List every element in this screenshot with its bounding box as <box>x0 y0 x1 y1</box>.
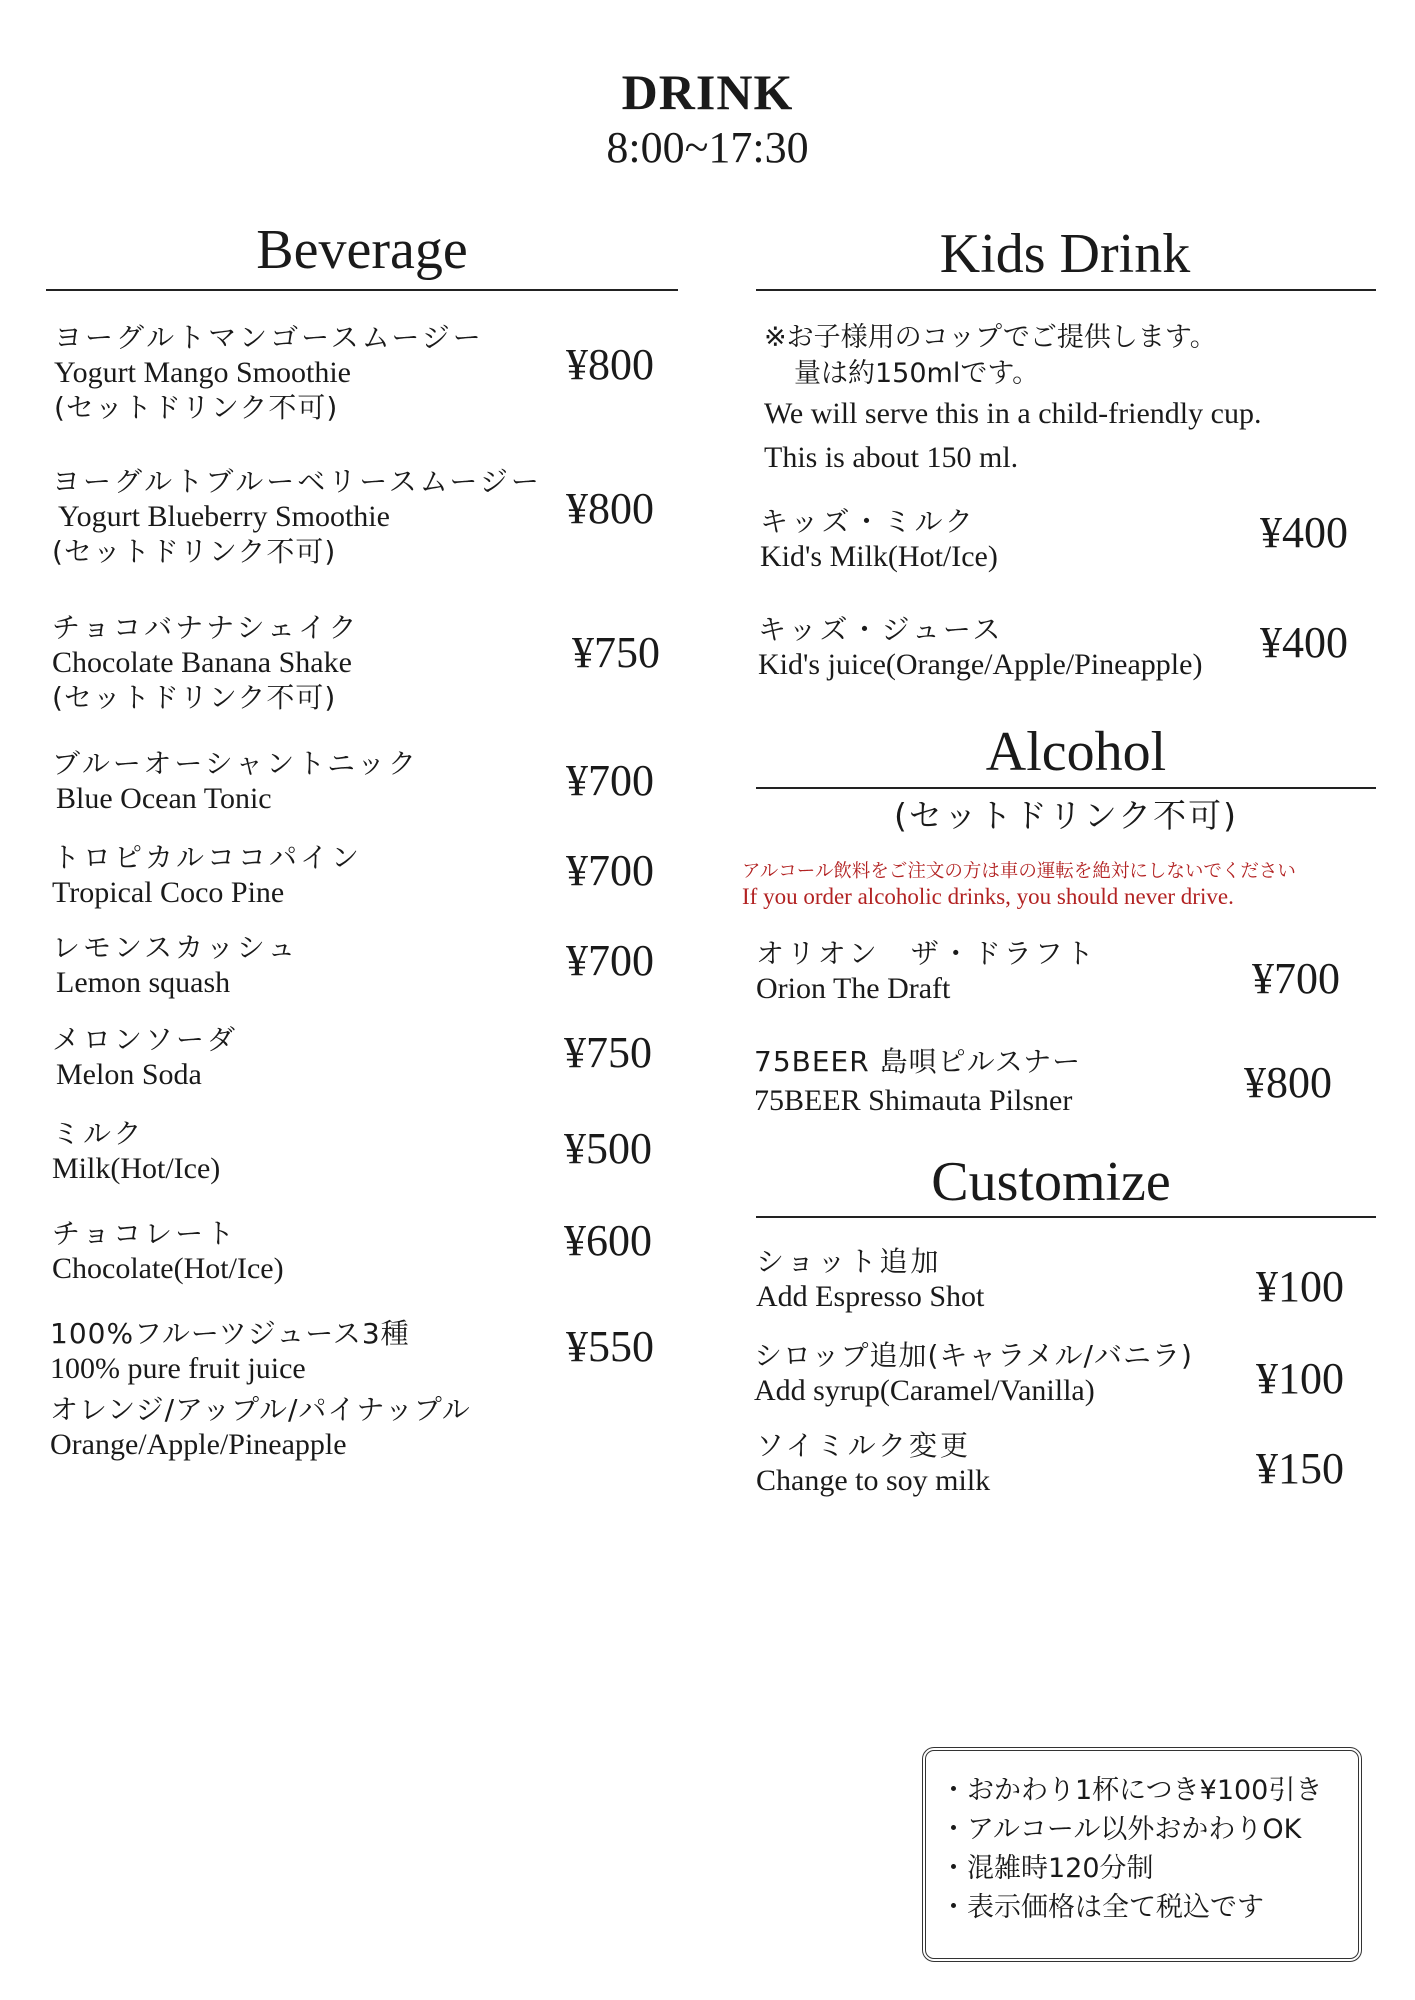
page-title: DRINK <box>621 64 794 120</box>
item-price: ¥700 <box>566 756 654 805</box>
item-name-jp: ヨーグルトマンゴースムージー <box>54 321 484 354</box>
item-name-en: Melon Soda <box>56 1058 202 1091</box>
item-price: ¥800 <box>1244 1058 1332 1107</box>
alcohol-section-title: Alcohol <box>985 721 1167 783</box>
item-price: ¥100 <box>1256 1354 1344 1403</box>
beverage-item <box>52 746 419 816</box>
item-note: (セットドリンク不可) <box>52 535 337 568</box>
customize-section-title: Customize <box>931 1151 1171 1213</box>
kids-note <box>764 320 1261 480</box>
beverage-item <box>52 930 298 1000</box>
item-price: ¥700 <box>1252 954 1340 1003</box>
item-name-en: Add syrup(Caramel/Vanilla) <box>754 1374 1095 1407</box>
note-line: ・表示価格は全て税込です <box>940 1892 1264 1923</box>
item-price: ¥800 <box>566 484 654 533</box>
warning-jp: アルコール飲料をご注文の方は車の運転を絶対にしないでください <box>742 861 1296 882</box>
item-price: ¥700 <box>566 936 654 985</box>
note-line: ・混雑時120分制 <box>940 1853 1154 1884</box>
beverage-item <box>54 320 484 426</box>
item-name-jp: 100%フルーツジュース3種 <box>50 1317 410 1350</box>
opening-hours: 8:00~17:30 <box>606 123 809 172</box>
notes-box <box>922 1747 1362 1962</box>
item-name-jp: チョコレート <box>52 1217 238 1250</box>
alcohol-item <box>756 936 1097 1006</box>
item-price: ¥750 <box>564 1028 652 1077</box>
customize-item <box>756 1244 984 1314</box>
item-price: ¥100 <box>1256 1262 1344 1311</box>
kids-note-jp-1: ※お子様用のコップでご提供します。 <box>764 322 1217 353</box>
note-line: ・アルコール以外おかわりOK <box>940 1814 1302 1845</box>
item-name-jp: ショット追加 <box>756 1245 942 1278</box>
item-price: ¥150 <box>1256 1444 1344 1493</box>
beverage-item <box>52 1216 284 1286</box>
kids-item <box>760 504 998 574</box>
item-name-jp: キッズ・ジュース <box>758 613 1004 646</box>
menu-header <box>0 62 1415 174</box>
item-note: (セットドリンク不可) <box>52 681 337 714</box>
warning-en: If you order alcoholic drinks, you should never drive. <box>742 884 1234 909</box>
item-name-jp: チョコバナナシェイク <box>52 611 360 644</box>
item-price: ¥600 <box>564 1216 652 1265</box>
item-price: ¥750 <box>572 628 660 677</box>
item-name-en: Milk(Hot/Ice) <box>52 1152 221 1185</box>
item-name-en: Chocolate(Hot/Ice) <box>52 1252 284 1285</box>
item-name-en: Blue Ocean Tonic <box>56 782 272 815</box>
item-name-jp: レモンスカッシュ <box>52 931 299 964</box>
beverage-section-title: Beverage <box>256 219 468 281</box>
kids-section-title: Kids Drink <box>939 223 1191 285</box>
customize-item <box>754 1338 1193 1408</box>
item-name-jp: トロピカルココパイン <box>52 841 363 874</box>
item-variants-en: Orange/Apple/Pineapple <box>50 1428 347 1461</box>
customize-divider <box>756 1216 1376 1218</box>
kids-item <box>758 612 1202 682</box>
kids-note-jp-2: 量は約150mlです。 <box>794 358 1040 389</box>
alcohol-item <box>754 1044 1081 1118</box>
beverage-item <box>52 840 362 910</box>
item-name-jp: オリオン ザ・ドラフト <box>756 937 1097 970</box>
item-name-en: Yogurt Mango Smoothie <box>54 356 351 389</box>
item-name-en: Tropical Coco Pine <box>52 876 285 909</box>
beverage-item <box>50 1316 471 1462</box>
item-name-en: Lemon squash <box>56 966 231 999</box>
item-price: ¥400 <box>1260 618 1348 667</box>
item-note: (セットドリンク不可) <box>54 391 339 424</box>
item-name-en: Chocolate Banana Shake <box>52 646 352 679</box>
item-price: ¥400 <box>1260 508 1348 557</box>
item-name-en: Yogurt Blueberry Smoothie <box>58 500 390 533</box>
item-name-jp: ミルク <box>52 1117 145 1150</box>
kids-note-en-2: This is about 150 ml. <box>764 441 1019 474</box>
note-line: ・おかわり1杯につき¥100引き <box>940 1775 1323 1806</box>
item-name-en: Kid's Milk(Hot/Ice) <box>760 540 998 573</box>
item-name-en: Kid's juice(Orange/Apple/Pineapple) <box>758 648 1203 681</box>
beverage-divider <box>46 289 678 291</box>
item-name-jp: ヨーグルトブルーベリースムージー <box>52 465 542 498</box>
item-name-en: 75BEER Shimauta Pilsner <box>754 1084 1073 1117</box>
item-name-jp: ソイミルク変更 <box>756 1429 972 1462</box>
item-name-jp: 75BEER 島唄ピルスナー <box>754 1045 1082 1078</box>
kids-note-en-1: We will serve this in a child-friendly cup. <box>764 397 1262 430</box>
item-name-jp: ブルーオーシャントニック <box>52 747 419 780</box>
item-name-en: Orion The Draft <box>756 972 951 1005</box>
kids-divider <box>756 289 1376 291</box>
alcohol-warning <box>742 860 1296 910</box>
beverage-item <box>52 464 542 570</box>
item-price: ¥550 <box>566 1322 654 1371</box>
item-name-jp: シロップ追加(キャラメル/バニラ) <box>754 1339 1193 1372</box>
alcohol-divider <box>756 787 1376 789</box>
beverage-item <box>52 1116 220 1186</box>
customize-item <box>756 1428 990 1498</box>
item-name-jp: キッズ・ミルク <box>760 505 976 538</box>
alcohol-subnote: (セットドリンク不可) <box>893 796 1239 835</box>
item-price: ¥700 <box>566 846 654 895</box>
beverage-item <box>52 1022 238 1092</box>
item-price: ¥800 <box>566 340 654 389</box>
beverage-item <box>52 610 359 716</box>
item-variants-jp: オレンジ/アップル/パイナップル <box>50 1393 471 1426</box>
item-name-jp: メロンソーダ <box>52 1023 239 1056</box>
item-price: ¥500 <box>564 1124 652 1173</box>
item-name-en: Change to soy milk <box>756 1464 991 1497</box>
item-name-en: 100% pure fruit juice <box>50 1352 306 1385</box>
item-name-en: Add Espresso Shot <box>756 1280 985 1313</box>
